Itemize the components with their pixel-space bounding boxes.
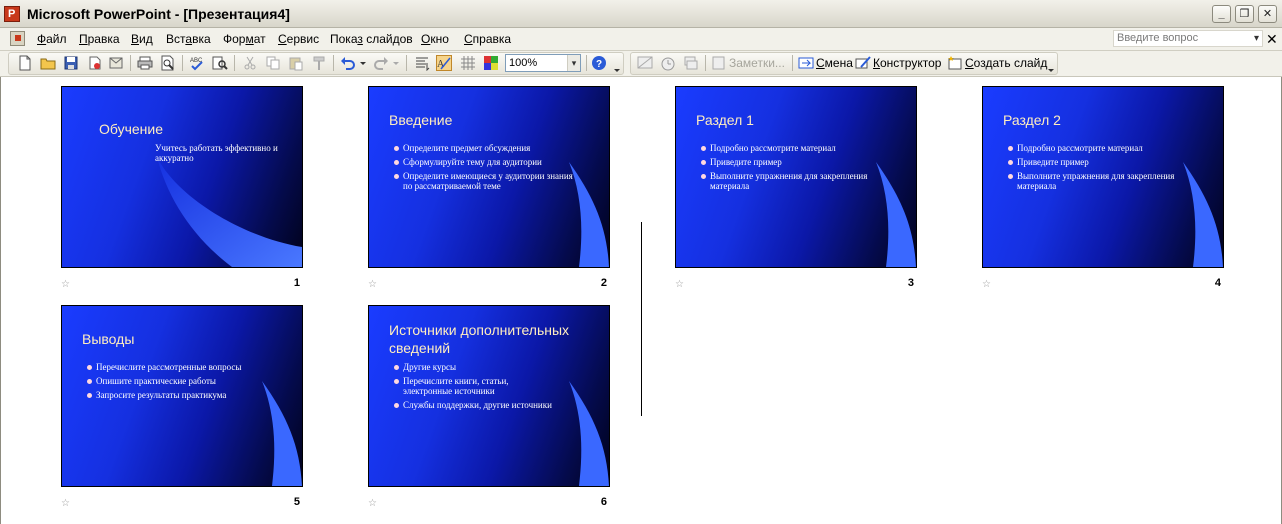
menu-tools[interactable]: Сервис bbox=[278, 32, 320, 46]
title-bar bbox=[0, 0, 1282, 28]
slide-transition-star-icon[interactable]: ☆ bbox=[368, 279, 377, 290]
menu-format[interactable]: Формат bbox=[223, 32, 266, 46]
save-disk-icon[interactable] bbox=[63, 55, 79, 71]
menu-window[interactable]: Окно bbox=[421, 32, 449, 46]
email-icon[interactable] bbox=[108, 55, 124, 71]
slide-bullet: Приведите пример bbox=[1007, 157, 1197, 167]
slide-bullet: Перечислите книги, статьи, электронные источники bbox=[393, 376, 533, 396]
spelling-icon[interactable] bbox=[189, 55, 205, 71]
slide-decor-curve bbox=[62, 87, 302, 267]
close-button[interactable]: ✕ bbox=[1258, 5, 1277, 23]
slide-bullet: Подробно рассмотрите материал bbox=[1007, 143, 1197, 153]
zoom-select[interactable]: 100% ▾ bbox=[505, 54, 581, 72]
slide-bullet: Другие курсы bbox=[393, 362, 593, 372]
slide-transition-star-icon[interactable]: ☆ bbox=[982, 279, 991, 290]
document-close-icon[interactable]: ✕ bbox=[1266, 31, 1278, 47]
slide-number: 3 bbox=[907, 277, 914, 289]
slide-title: Обучение bbox=[99, 121, 164, 137]
redo-dropdown-icon bbox=[391, 55, 401, 71]
svg-text:?: ? bbox=[596, 59, 603, 70]
toolbar-separator bbox=[130, 55, 131, 71]
copy-icon bbox=[265, 55, 281, 71]
slide-bullet: Выполните упражнения для закрепления материала bbox=[1007, 171, 1197, 191]
slide-bullet: Приведите пример bbox=[700, 157, 890, 167]
slide-title: Раздел 2 bbox=[1003, 112, 1061, 128]
window-title: Microsoft PowerPoint - [Презентация4] bbox=[27, 6, 290, 22]
slide-bullet: Перечислите рассмотренные вопросы bbox=[86, 362, 276, 372]
print-icon[interactable] bbox=[137, 55, 153, 71]
redo-icon bbox=[373, 55, 389, 71]
toolbar-separator bbox=[705, 55, 706, 71]
new-slide-icon[interactable] bbox=[947, 55, 963, 71]
menu-file[interactable]: Файл bbox=[37, 32, 67, 46]
menu-edit[interactable]: Правка bbox=[79, 32, 120, 46]
slide-bullet: Опишите практические работы bbox=[86, 376, 276, 386]
slide-number: 6 bbox=[600, 496, 607, 508]
open-folder-icon[interactable] bbox=[40, 55, 56, 71]
help-icon[interactable] bbox=[591, 55, 607, 71]
minimize-button[interactable]: _ bbox=[1212, 5, 1231, 23]
slide-design-button[interactable]: Конструктор bbox=[873, 56, 942, 70]
slide-bullet-list bbox=[86, 362, 276, 404]
slide-bullet: Определите имеющиеся у аудитории знания по рассматриваемой теме bbox=[393, 171, 583, 191]
slide-thumbnail-2[interactable] bbox=[368, 86, 610, 268]
toolbar-options-icon[interactable] bbox=[612, 55, 622, 71]
slide-bullet-list bbox=[1007, 143, 1197, 195]
slide-thumbnail-3[interactable] bbox=[675, 86, 917, 268]
toolbar-separator bbox=[234, 55, 235, 71]
slide-transition-star-icon[interactable]: ☆ bbox=[675, 279, 684, 290]
document-icon[interactable] bbox=[10, 31, 25, 46]
toolbar-separator bbox=[586, 55, 587, 71]
permission-icon[interactable] bbox=[87, 55, 103, 71]
slide-transition-icon[interactable] bbox=[798, 55, 814, 71]
menu-slide-show[interactable]: Показ слайдов bbox=[330, 32, 413, 46]
speaker-notes-icon bbox=[711, 55, 727, 71]
slide-thumbnail-6[interactable] bbox=[368, 305, 610, 487]
cut-icon bbox=[242, 55, 258, 71]
insertion-point-marker bbox=[641, 222, 642, 416]
menu-view[interactable]: Вид bbox=[131, 32, 153, 46]
slide-bullet: Подробно рассмотрите материал bbox=[700, 143, 890, 153]
help-question-input[interactable]: Введите вопрос ▾ bbox=[1113, 30, 1263, 47]
svg-text:ABC: ABC bbox=[190, 58, 203, 64]
slide-number: 4 bbox=[1214, 277, 1221, 289]
color-grayscale-icon[interactable] bbox=[483, 55, 499, 71]
svg-text:A: A bbox=[437, 59, 445, 70]
undo-dropdown-icon[interactable] bbox=[358, 55, 368, 71]
slide-title: Источники дополнительных сведений bbox=[389, 322, 570, 356]
print-preview-icon[interactable] bbox=[160, 55, 176, 71]
toolbar bbox=[0, 51, 1282, 77]
slide-transition-star-icon[interactable]: ☆ bbox=[61, 498, 70, 509]
slide-bullet: Выполните упражнения для закрепления материала bbox=[700, 171, 890, 191]
summary-slide-icon bbox=[683, 55, 699, 71]
new-slide-button[interactable]: Создать слайд bbox=[965, 56, 1048, 70]
slide-transition-star-icon[interactable]: ☆ bbox=[368, 498, 377, 509]
slide-subtitle: Учитесь работать эффективно и аккуратно bbox=[155, 143, 278, 163]
toolbar-separator bbox=[406, 55, 407, 71]
rehearse-timings-icon bbox=[660, 55, 676, 71]
slide-bullet: Определите предмет обсуждения bbox=[393, 143, 583, 153]
slide-thumbnail-4[interactable] bbox=[982, 86, 1224, 268]
speaker-notes-button: Заметки... bbox=[729, 56, 785, 70]
toolbar-options-icon[interactable] bbox=[1046, 55, 1056, 71]
restore-button[interactable]: ❐ bbox=[1235, 5, 1254, 23]
toolbar-separator bbox=[792, 55, 793, 71]
hide-slide-icon bbox=[637, 55, 653, 71]
toolbar-separator bbox=[333, 55, 334, 71]
slide-number: 2 bbox=[600, 277, 607, 289]
slide-bullet: Сформулируйте тему для аудитории bbox=[393, 157, 583, 167]
new-document-icon[interactable] bbox=[17, 55, 33, 71]
slide-bullet-list bbox=[393, 362, 593, 414]
slide-number: 1 bbox=[293, 277, 300, 289]
slide-bullet-list bbox=[700, 143, 890, 195]
slide-bullet: Службы поддержки, другие источники bbox=[393, 400, 593, 410]
research-icon[interactable] bbox=[212, 55, 228, 71]
expand-all-icon[interactable] bbox=[414, 55, 430, 71]
powerpoint-app-icon[interactable] bbox=[4, 6, 20, 22]
toolbar-separator bbox=[182, 55, 183, 71]
paste-icon bbox=[288, 55, 304, 71]
slide-bullet: Запросите результаты практикума bbox=[86, 390, 276, 400]
slide-title: Введение bbox=[389, 112, 453, 128]
undo-icon[interactable] bbox=[340, 55, 356, 71]
menu-insert[interactable]: Вставка bbox=[166, 32, 211, 46]
grid-icon[interactable] bbox=[460, 55, 476, 71]
slide-thumbnail-5[interactable] bbox=[61, 305, 303, 487]
slide-title: Выводы bbox=[82, 331, 135, 347]
menu-bar bbox=[0, 28, 1282, 51]
slide-transition-button[interactable]: Смена bbox=[816, 56, 853, 70]
slide-thumbnail-1[interactable] bbox=[61, 86, 303, 268]
slide-transition-star-icon[interactable]: ☆ bbox=[61, 279, 70, 290]
format-painter-icon bbox=[311, 55, 327, 71]
menu-help[interactable]: Справка bbox=[464, 32, 512, 46]
slide-bullet-list bbox=[393, 143, 583, 195]
slide-number: 5 bbox=[293, 496, 300, 508]
slide-design-icon[interactable] bbox=[855, 55, 871, 71]
show-formatting-icon[interactable] bbox=[436, 55, 452, 71]
slide-title: Раздел 1 bbox=[696, 112, 754, 128]
